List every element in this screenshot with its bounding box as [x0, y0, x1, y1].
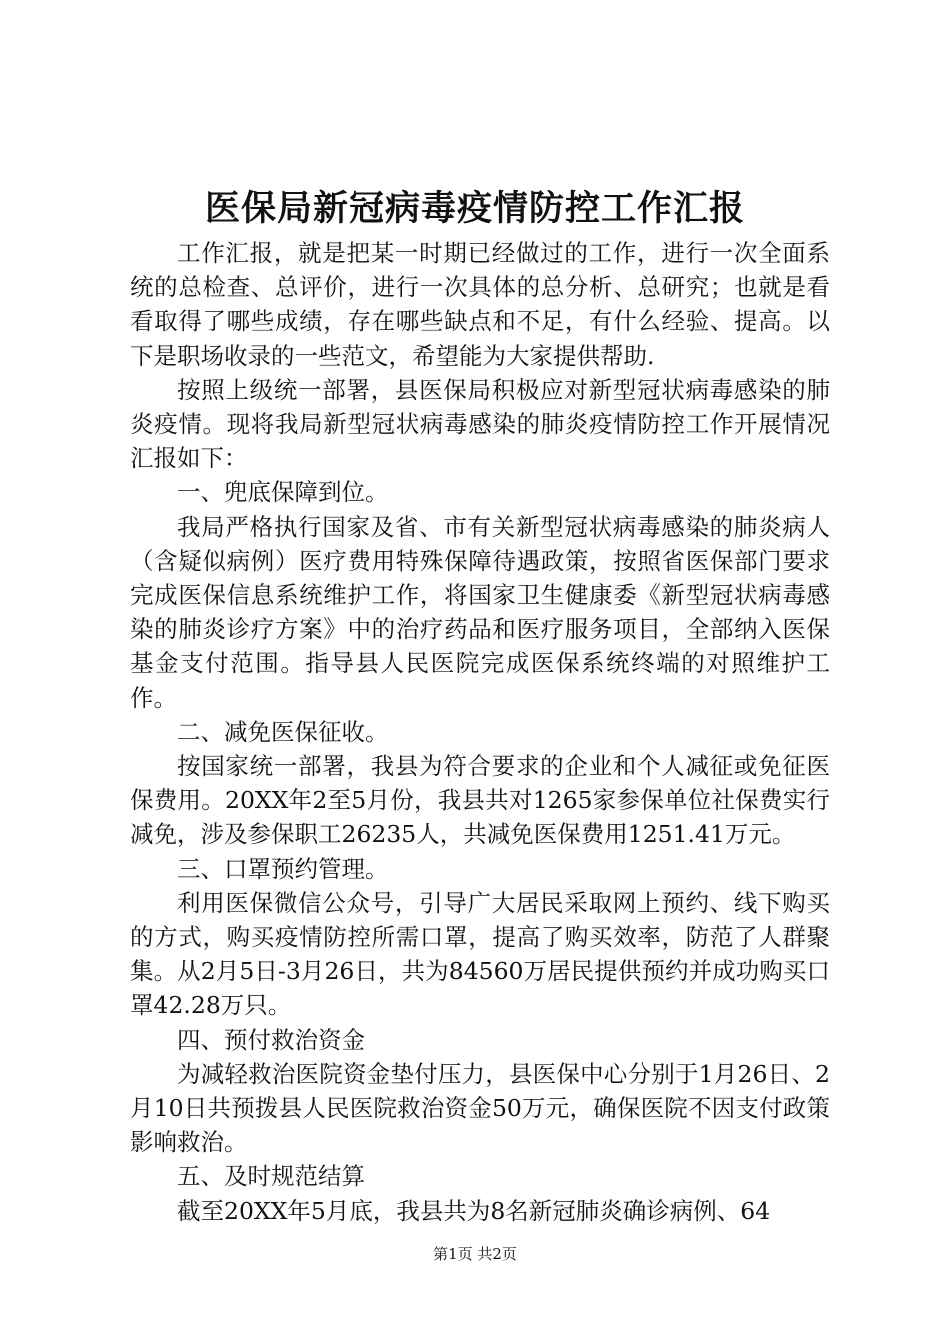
section-heading: 三、口罩预约管理。 [177, 854, 389, 883]
document-body [130, 236, 830, 1228]
section-paragraph: 为减轻救治医院资金垫付压力，县医保中心分别于1月26日、2月10日共预拨县人民医院救治资金50万元，确保医院不因支付政策影响救治。 [130, 1059, 830, 1157]
section-paragraph: 截至20XX年5月底，我县共为8名新冠肺炎确诊病例、64 [177, 1196, 771, 1225]
section-heading: 一、兜底保障到位。 [177, 478, 389, 507]
opening-paragraph: 按照上级统一部署，县医保局积极应对新型冠状病毒感染的肺炎疫情。现将我局新型冠状病毒感染的肺炎疫情防控工作开展情况汇报如下： [130, 375, 830, 473]
section-paragraph: 利用医保微信公众号，引导广大居民采取网上预约、线下购买的方式，购买疫情防控所需口罩，提高了购买效率，防范了人群聚集。从2月5日-3月26日，共为84560万居民提供预约并成功购买口罩42.28万只。 [130, 888, 830, 1020]
section-heading: 五、及时规范结算 [177, 1162, 365, 1191]
section-paragraph: 我局严格执行国家及省、市有关新型冠状病毒感染的肺炎病人（含疑似病例）医疗费用特殊保障待遇政策，按照省医保部门要求完成医保信息系统维护工作，将国家卫生健康委《新型冠状病毒感染的肺炎诊疗方案》中的治疗药品和医疗服务项目，全部纳入医保基金支付范围。指导县人民医院完成医保系统终端的对照维护工作。 [130, 512, 830, 712]
section-heading: 二、减免医保征收。 [177, 717, 389, 746]
page-footer: 第1页 共2页 [433, 1245, 517, 1263]
page-title: 医保局新冠病毒疫情防控工作汇报 [204, 188, 745, 229]
section-heading: 四、预付救治资金 [177, 1025, 365, 1054]
section-paragraph: 按国家统一部署，我县为符合要求的企业和个人减征或免征医保费用。20XX年2至5月份，我县共对1265家参保单位社保费实行减免，涉及参保职工26235人，共减免医保费用1251.41万元。 [130, 752, 830, 849]
intro-paragraph: 工作汇报，就是把某一时期已经做过的工作，进行一次全面系统的总检查、总评价，进行一次具体的总分析、总研究；也就是看看取得了哪些成绩，存在哪些缺点和不足，有什么经验、提高。以下是职场收录的一些范文，希望能为大家提供帮助. [130, 239, 830, 370]
